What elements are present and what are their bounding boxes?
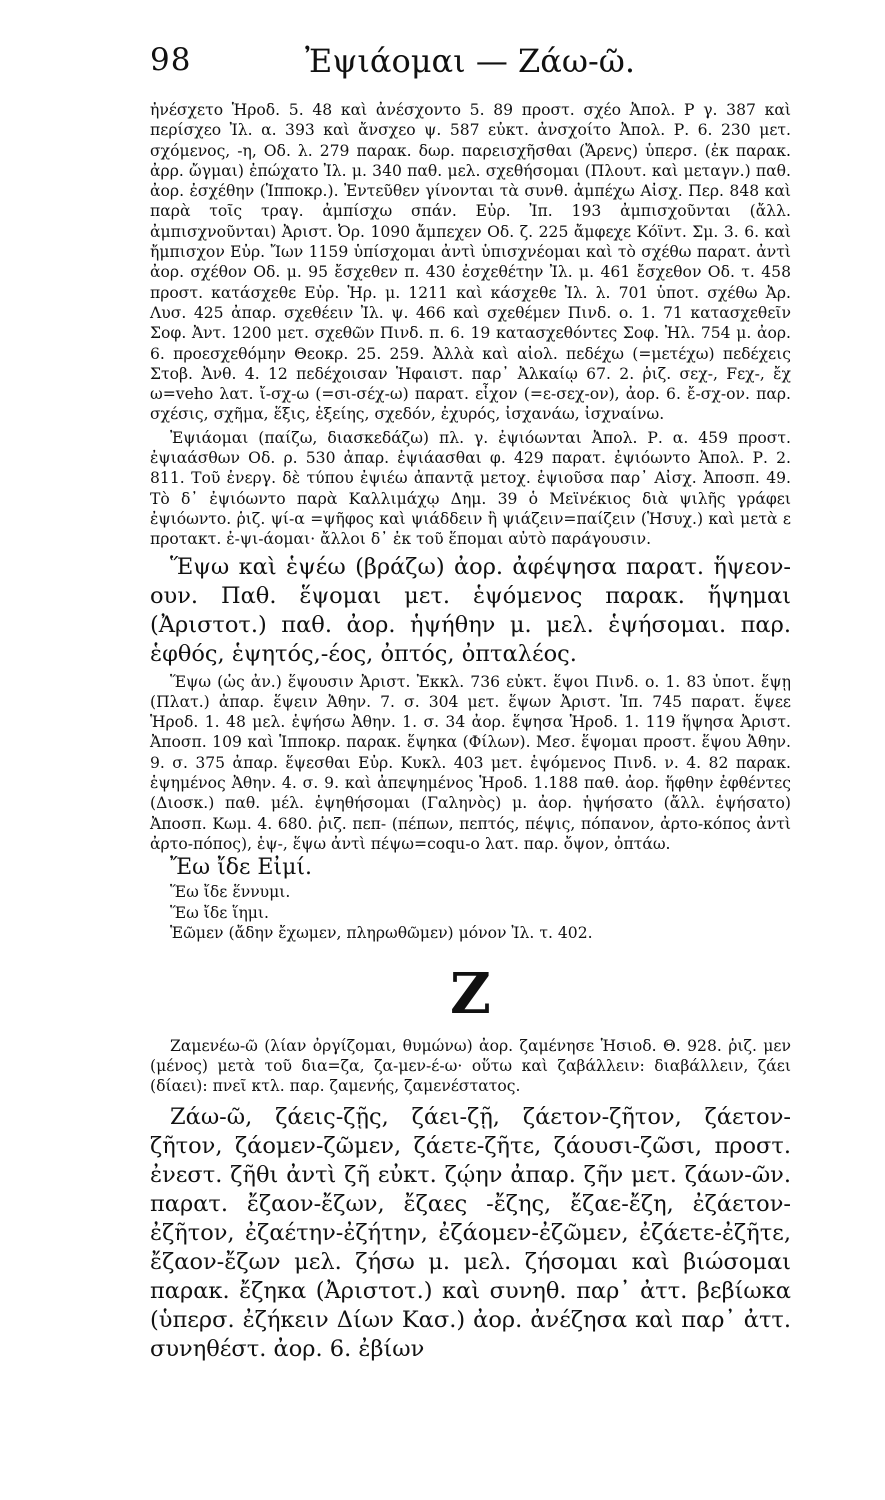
entry-heomen: Ἑῶμεν (ἄδην ἔχωμεν, πληρωθῶμεν) μόνον Ἰλ. τ. 402. — [170, 924, 593, 943]
see-also-eo-hennymi: Ἕω ἴδε ἕννυμι. — [170, 883, 291, 902]
entry-zameneo: Ζαμενέω-ῶ (λίαν ὀργίζομαι, θυμώνω) ἀορ. ζαμένησε Ἡσιοδ. Θ. 928. ῥιζ. μεν (μένος) μετὰ τοῦ δια=ζα, ζα-μεν-έ-ω· οὕτω καὶ ζαβάλλειν: διαβάλλειν, ζάει (δίαει): πνεῖ κτλ. παρ. ζαμενής, ζαμενέστατος. — [150, 1036, 791, 1096]
entry-epsiaomai: Ἐψιάομαι (παίζω, διασκεδάζω) πλ. γ. ἐψιόωνται Ἀπολ. Ρ. α. 459 προστ. ἐψιαάσθων Οδ. ρ. 530 ἀπαρ. ἐψιάασθαι φ. 429 παρατ. ἐψιόωντο Ἀπολ. Ρ. 2. 811. Τοῦ ἐνεργ. δὲ τύπου ἐψιέω ἀπαντᾷ μετοχ. ἐψιοῦσα παρ᾿ Αἰσχ. Ἀποσπ. 49. Τὸ δ᾿ ἐψιόωντο παρὰ Καλλιμάχῳ Δημ. 39 ὁ Μεϊνέκιος διὰ ψιλῆς γράφει ἐψιόωντο. ῥιζ. ψί-α =ψῆφος καὶ ψιάδδειν ἢ ψιάζειν=παίζειν (Ἡσυχ.) καὶ μετὰ ε προτακτ. ἐ-ψι-άομαι· ἄλλοι δ᾿ ἐκ τοῦ ἕπομαι αὐτὸ παράγουσιν. — [150, 428, 791, 549]
page-number: 98 — [150, 42, 192, 78]
section-letter-z: Z — [450, 960, 491, 1027]
running-title: Ἐψιάομαι — Ζάω-ῶ. — [304, 42, 636, 80]
see-also-eo-hiemi: Ἕω ἴδε ἵημι. — [170, 903, 270, 922]
page-header — [150, 42, 790, 92]
see-also-eo-eimi: Ἔω ἴδε Εἰμί. — [170, 855, 312, 881]
entry-continuation-echo: ἠνέσχετο Ἡροδ. 5. 48 καὶ ἀνέσχοντο 5. 89 προστ. σχέο Ἀπολ. Ρ γ. 387 καὶ περίσχεο Ἰλ. α. 393 καὶ ἄνσχεο ψ. 587 εὐκτ. ἀνσχοίτο Ἀπολ. Ρ. 6. 230 μετ. σχόμενος, -η, Οδ. λ. 279 παρακ. δωρ. παρεισχῆσθαι (Ἄρενς) ὑπερσ. (ἐκ παρακ. ἀρρ. ὤγμαι) ἐπώχατο Ἰλ. μ. 340 παθ. μελ. σχεθήσομαι (Πλουτ. καὶ μεταγν.) παθ. ἀορ. ἐσχέθην (Ἱπποκρ.). Ἐντεῦθεν γίνονται τὰ συνθ. ἀμπέχω Αἰσχ. Περ. 848 καὶ παρὰ τοῖς τραγ. ἀμπίσχω σπάν. Εὐρ. Ἰπ. 193 ἀμπισχοῦνται (ἄλλ. ἀμπισχνοῦνται) Ἀριστ. Ὀρ. 1090 ἄμπεχεν Οδ. ζ. 225 ἄμφεχε Κόϊντ. Σμ. 3. 6. καὶ ἤμπισχον Εὐρ. Ἴων 1159 ὑπίσχομαι ἀντὶ ὑπισχνέομαι καὶ τὸ σχέθω παρατ. ἀντὶ ἀορ. σχέθον Οδ. μ. 95 ἔσχεθεν π. 430 ἐσχεθέτην Ἰλ. μ. 461 ἔσχεθον Οδ. τ. 458 προστ. κατάσχεθε Εὐρ. Ἡρ. μ. 1211 καὶ κάσχεθε Ἰλ. λ. 701 ὑποτ. σχέθω Ἀρ. Λυσ. 425 ἀπαρ. σχεθέειν Ἰλ. ψ. 466 καὶ σχεθέμεν Πινδ. ο. 1. 71 κατασχεθεῖν Σοφ. Ἀντ. 1200 μετ. σχεθῶν Πινδ. π. 6. 19 κατασχεθόντες Σοφ. Ἠλ. 754 μ. ἀορ. 6. προεσχεθόμην Θεοκρ. 25. 259. Ἀλλὰ καὶ αἰολ. πεδέχω (=μετέχω) πεδέχεις Στοβ. Ἀνθ. 4. 12 πεδέχοισαν Ἡφαιστ. παρ᾿ Ἀλκαίῳ 67. 2. ῥιζ. σεχ-, Fεχ-, ἔχ ω=veho λατ. ἴ-σχ-ω (=σι-σέχ-ω) παρατ. εἶχον (=ε-σεχ-ον), ἀορ. 6. ἔ-σχ-ον. παρ. σχέσις, σχῆμα, ἕξις, ἑξείης, σχεδόν, ἐχυρός, ἰσχανάω, ἰσχναίνω. — [150, 101, 791, 424]
entry-hepso-summary: Ἕψω καὶ ἑψέω (βράζω) ἀορ. ἀφέψησα παρατ. ἥψεον-ουν. Παθ. ἕψομαι μετ. ἑψόμενος παρακ. ἥψημαι (Ἀριστοτ.) παθ. ἀορ. ἡψήθην μ. μελ. ἑψήσομαι. παρ. ἑφθός, ἑψητός,-έος, ὀπτός, ὀπταλέος. — [150, 553, 791, 667]
entry-hepso-detail: Ἕψω (ὡς ἀν.) ἕψουσιν Ἀριστ. Ἐκκλ. 736 εὐκτ. ἕψοι Πινδ. ο. 1. 83 ὑποτ. ἕψῃ (Πλατ.) ἀπαρ. ἕψειν Ἀθην. 7. σ. 304 μετ. ἕψων Ἀριστ. Ἱπ. 745 παρατ. ἕψεε Ἡροδ. 1. 48 μελ. ἑψήσω Ἀθην. 1. σ. 34 ἀορ. ἕψησα Ἡροδ. 1. 119 ἥψησα Ἀριστ. Ἀποσπ. 109 καὶ Ἱπποκρ. παρακ. ἕψηκα (Φίλων). Μεσ. ἕψομαι προστ. ἕψου Ἀθην. 9. σ. 375 ἀπαρ. ἕψεσθαι Εὐρ. Κυκλ. 403 μετ. ἑψόμενος Πινδ. ν. 4. 82 παρακ. ἑψημένος Ἀθην. 4. σ. 9. καὶ ἀπεψημένος Ἡροδ. 1.188 παθ. ἀορ. ἥφθην ἑφθέντες (Διοσκ.) παθ. μέλ. ἑψηθήσομαι (Γαληνὸς) μ. ἀορ. ἡψήσατο (ἄλλ. ἑψήσατο) Ἀποσπ. Κωμ. 4. 680. ῥιζ. πεπ- (πέπων, πεπτός, πέψις, πόπανον, ἀρτο-κόπος ἀντὶ ἀρτο-πόπος), ἑψ-, ἕψω ἀντὶ πέψω=coqu-o λατ. παρ. ὄψον, ὀπτάω. — [150, 672, 791, 853]
page-body — [150, 100, 791, 1364]
entry-zao: Ζάω-ῶ, ζάεις-ζῇς, ζάει-ζῇ, ζάετον-ζῆτον, ζάετον-ζῆτον, ζάομεν-ζῶμεν, ζάετε-ζῆτε, ζάουσι-ζῶσι, προστ. ἐνεστ. ζῆθι ἀντὶ ζῆ εὐκτ. ζῴην ἀπαρ. ζῆν μετ. ζάων-ῶν. παρατ. ἔζαον-ἔζων, ἔζαες -ἔζης, ἔζαε-ἔζη, ἐζάετον-ἐζῆτον, ἐζαέτην-ἐζήτην, ἐζάομεν-ἐζῶμεν, ἐζάετε-ἐζῆτε, ἔζαον-ἔζων μελ. ζήσω μ. μελ. ζήσομαι καὶ βιώσομαι παρακ. ἔζηκα (Ἀριστοτ.) καὶ συνηθ. παρ᾿ ἀττ. βεβίωκα (ὑπερσ. ἐζήκειν Δίων Κασ.) ἀορ. ἀνέζησα καὶ παρ᾿ ἀττ. συνηθέστ. ἀορ. 6. ἐβίων — [150, 1103, 791, 1362]
